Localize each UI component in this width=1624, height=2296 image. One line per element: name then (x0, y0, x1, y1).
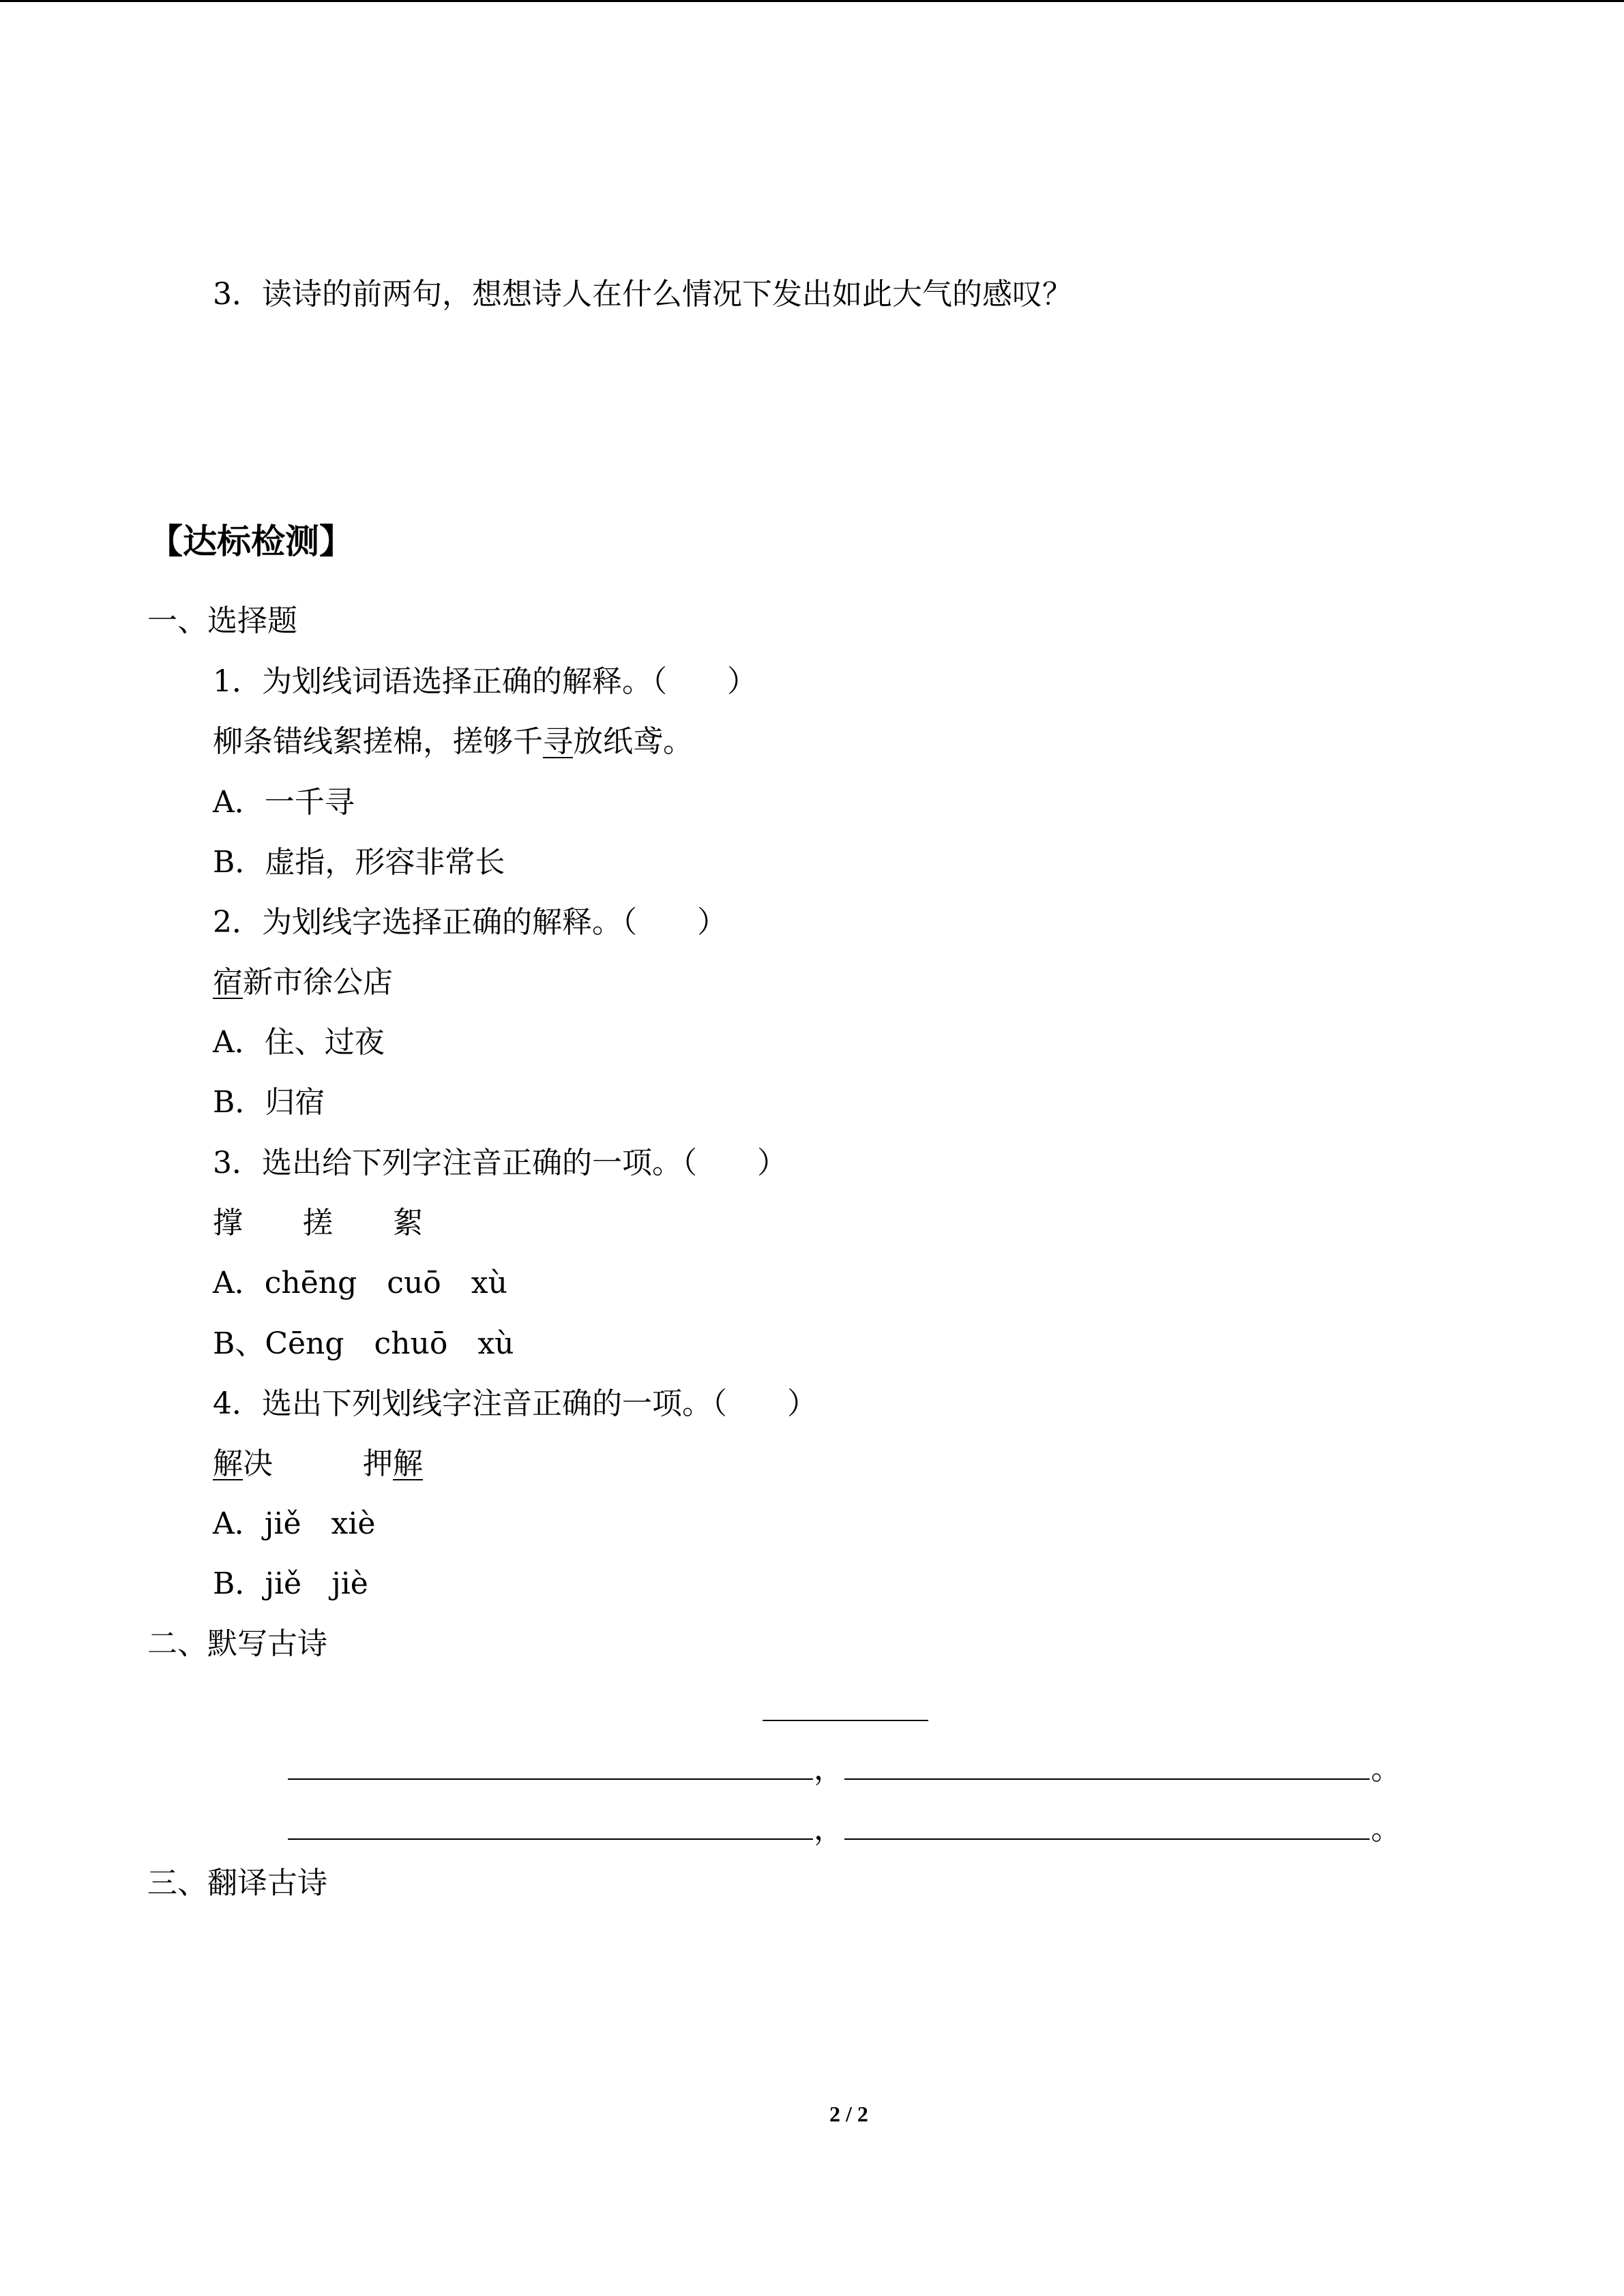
q1-underlined-word: 寻 (543, 724, 573, 759)
q2-stem: 2．为划线字选择正确的解释。（ ） (213, 905, 727, 940)
q1-stem: 1．为划线词语选择正确的解释。（ ） (213, 664, 757, 699)
q2-option-b: B．归宿 (213, 1085, 325, 1120)
q3-stem: 3．选出给下列字注音正确的一项。（ ） (213, 1146, 787, 1180)
q3-characters: 撑 搓 絮 (213, 1206, 423, 1240)
q1-line-after: 放纸鸢。 (573, 724, 693, 759)
recite-line-1-blank-b[interactable] (844, 1778, 1370, 1780)
q3-option-b: B、Cēng chuō xù (213, 1326, 514, 1361)
q4-word1-rest: 决 (243, 1446, 273, 1481)
recite-line-2-period: 。 (1371, 1812, 1401, 1847)
question-3-reading: 3．读诗的前两句，想想诗人在什么情况下发出如此大气的感叹？ (213, 277, 1072, 312)
q4-word1-underlined: 解 (213, 1446, 243, 1481)
q4-option-a: A．jiě xiè (213, 1506, 376, 1541)
section-2-title: 二、默写古诗 (147, 1626, 327, 1661)
q2-option-a: A．住、过夜 (213, 1025, 385, 1060)
section-3-title: 三、翻译古诗 (147, 1866, 327, 1900)
q4-stem: 4．选出下列划线字注音正确的一项。（ ） (213, 1386, 817, 1421)
recite-line-2-blank-b[interactable] (844, 1838, 1370, 1840)
q1-option-b: B．虚指，形容非常长 (213, 845, 505, 880)
page-number: 2 / 2 (829, 2102, 868, 2126)
q1-poem-line (213, 721, 693, 762)
q4-word2-underlined: 解 (393, 1446, 423, 1481)
q2-poem-line (213, 962, 393, 1003)
poem-title-blank[interactable] (763, 1720, 928, 1721)
page-top-border (0, 0, 1624, 2)
q4-words (213, 1444, 423, 1485)
section-heading: 【达标检测】 (149, 522, 353, 561)
recite-line-2-blank-a[interactable] (288, 1838, 813, 1840)
section-1-title: 一、选择题 (147, 603, 297, 638)
q2-line-after: 新市徐公店 (243, 965, 393, 1000)
recite-line-1-comma: ， (814, 1752, 844, 1787)
q1-option-a: A．一千寻 (213, 785, 355, 820)
recite-line-1-blank-a[interactable] (288, 1778, 813, 1780)
recite-line-1-period: 。 (1371, 1752, 1401, 1787)
q4-option-b: B．jiě jiè (213, 1566, 368, 1601)
q1-line-before: 柳条错线絮搓棉，搓够千 (213, 724, 543, 759)
recite-line-2-comma: ， (814, 1812, 844, 1847)
q2-underlined-char: 宿 (213, 965, 243, 1000)
q4-word2-prefix: 押 (363, 1446, 393, 1481)
q3-option-a: A．chēng cuō xù (213, 1266, 507, 1300)
